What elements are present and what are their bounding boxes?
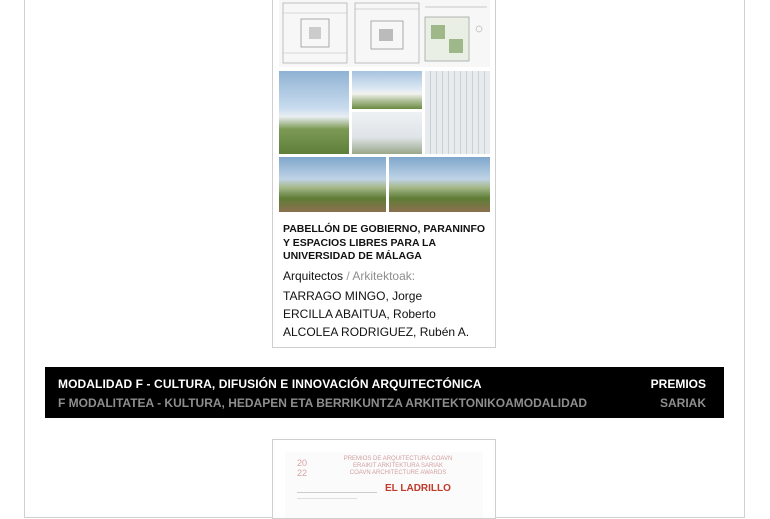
- landscape-walkway-photo: [389, 157, 490, 212]
- project-title: PABELLÓN DE GOBIERNO, PARANINFO Y ESPACIOS LIBRES PARA LA UNIVERSIDAD DE MÁLAGA: [283, 223, 486, 262]
- plans-drawing: [279, 0, 490, 67]
- garden-path-photo: [279, 157, 386, 212]
- project-card[interactable]: [272, 0, 496, 348]
- category-header-bar: [45, 367, 724, 418]
- premios-label: PREMIOS: [650, 377, 706, 391]
- sariak-label: SARIAK: [659, 396, 706, 410]
- architectural-plans-image: [279, 0, 490, 67]
- award-poster-image: [285, 452, 483, 519]
- architect-name: ALCOLEA RODRIGUEZ, Rubén A.: [283, 325, 470, 339]
- architects-list: [283, 287, 469, 341]
- building-exterior-photo: [352, 71, 422, 109]
- project-image-collage: [279, 0, 490, 215]
- modality-title-basque: F MODALITATEA - KULTURA, HEDAPEN ETA BERRIKUNTZA ARKITEKTONIKOAMODALIDAD: [58, 396, 588, 410]
- poster-divider: [297, 492, 377, 493]
- architect-name: TARRAGO MINGO, Jorge: [283, 289, 423, 303]
- campus-aerial-photo: [279, 71, 349, 154]
- facade-detail-photo: [425, 71, 490, 154]
- modality-title-spanish: MODALIDAD F - CULTURA, DIFUSIÓN E INNOVACIÓN ARQUITECTÓNICA: [58, 377, 482, 391]
- next-project-card[interactable]: [272, 439, 496, 519]
- poster-header: PREMIOS DE ARQUITECTURA COAVN ERAIKIT ARKITEKTURA SARIAK COAVN ARCHITECTURE AWARDS: [343, 456, 453, 476]
- poster-divider: [297, 498, 357, 499]
- interior-corridor-photo: [352, 112, 422, 154]
- architects-label: Arquitectos: [283, 269, 344, 283]
- architect-name: ERCILLA ABAITUA, Roberto: [283, 307, 436, 321]
- architects-separator: /: [346, 269, 350, 283]
- poster-brand: EL LADRILLO: [385, 483, 451, 494]
- architects-heading: [283, 269, 415, 283]
- poster-year: 20 22: [297, 458, 308, 478]
- architects-label-basque: Arkitektoak:: [352, 269, 416, 283]
